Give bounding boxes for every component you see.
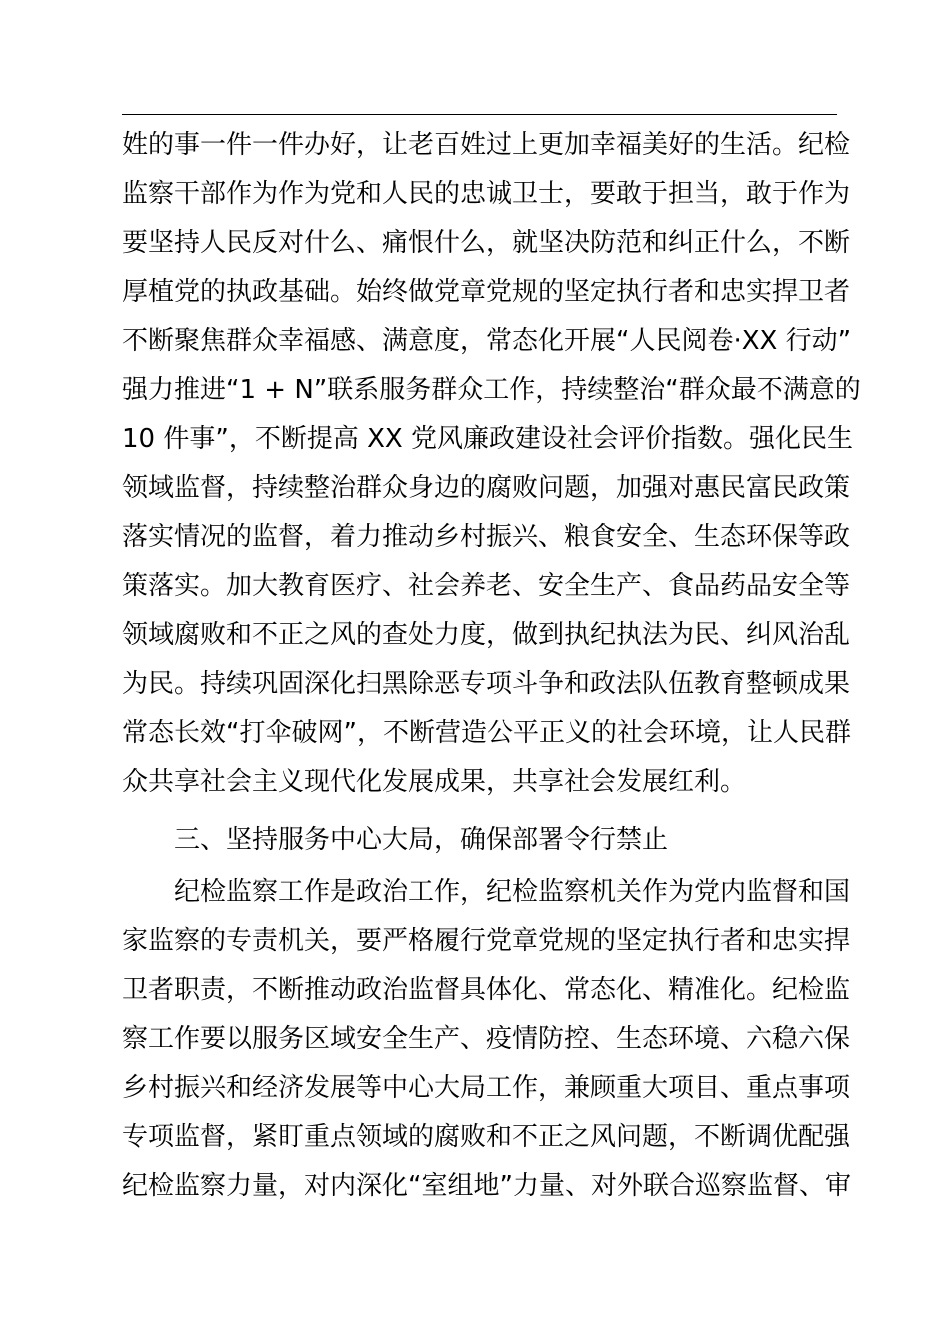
text-line: 厚植党的执政基础。始终做党章党规的坚定执行者和忠实捍卫者 [122, 277, 851, 307]
text-line: 为民。持续巩固深化扫黑除恶专项斗争和政法队伍教育整顿成果 [122, 669, 851, 699]
text-line: 落实情况的监督，着力推动乡村振兴、粮食安全、生态环保等政 [122, 522, 851, 552]
text-line: 不断聚焦群众幸福感、满意度，常态化开展“人民阅卷·XX 行动” [122, 326, 852, 356]
text-line: 众共享社会主义现代化发展成果，共享社会发展红利。 [122, 767, 747, 797]
text-line: 专项监督，紧盯重点领域的腐败和不正之风问题，不断调优配强 [122, 1122, 851, 1152]
text-line: 姓的事一件一件办好，让老百姓过上更加幸福美好的生活。纪检 [122, 130, 851, 160]
text-line: 强力推进“1 + N”联系服务群众工作，持续整治“群众最不满意的 [122, 375, 861, 405]
text-line: 领域腐败和不正之风的查处力度，做到执纪执法为民、纠风治乱 [122, 620, 851, 650]
text-line: 要坚持人民反对什么、痛恨什么，就坚决防范和纠正什么，不断 [122, 228, 851, 258]
text-line: 纪检监察工作是政治工作，纪检监察机关作为党内监督和国 [174, 877, 851, 907]
text-line: 10 件事”，不断提高 XX 党风廉政建设社会评价指数。强化民生 [122, 424, 853, 454]
text-line: 卫者职责，不断推动政治监督具体化、常态化、精准化。纪检监 [122, 975, 851, 1005]
text-line: 察工作要以服务区域安全生产、疫情防控、生态环境、六稳六保 [122, 1024, 851, 1054]
header-rule [122, 114, 837, 115]
section-heading: 三、坚持服务中心大局，确保部署令行禁止 [174, 825, 669, 855]
text-line: 家监察的专责机关，要严格履行党章党规的坚定执行者和忠实捍 [122, 926, 851, 956]
text-line: 纪检监察力量，对内深化“室组地”力量、对外联合巡察监督、审 [122, 1171, 851, 1201]
text-line: 策落实。加大教育医疗、社会养老、安全生产、食品药品安全等 [122, 571, 851, 601]
text-line: 常态长效“打伞破网”，不断营造公平正义的社会环境，让人民群 [122, 718, 851, 748]
text-line: 乡村振兴和经济发展等中心大局工作，兼顾重大项目、重点事项 [122, 1073, 851, 1103]
text-line: 领域监督，持续整治群众身边的腐败问题，加强对惠民富民政策 [122, 473, 851, 503]
text-line: 监察干部作为作为党和人民的忠诚卫士，要敢于担当，敢于作为 [122, 179, 851, 209]
